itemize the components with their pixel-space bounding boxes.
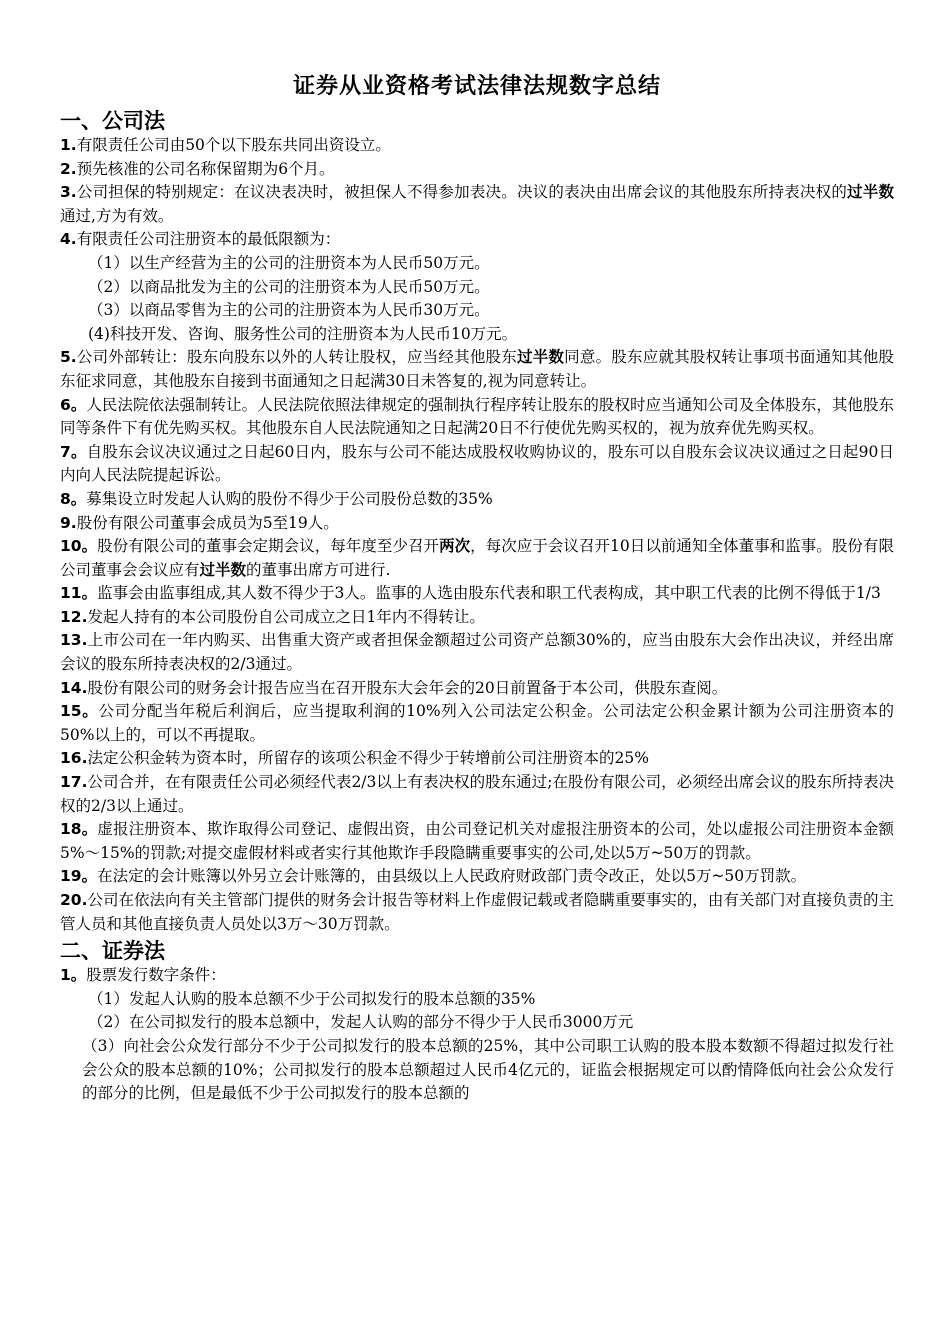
item-text: 在法定的会计账簿以外另立会计账簿的，由县级以上人民政府财政部门责令改正，处以5万~50万罚款。 — [97, 867, 807, 886]
item-number: 7。 — [60, 442, 87, 461]
sub-item-text: （1）发起人认购的股本总额不少于公司拟发行的股本总额的35% — [88, 989, 536, 1008]
item-number: 5. — [60, 348, 77, 367]
item-number: 17. — [60, 773, 88, 792]
item-text: 监事会由监事组成,其人数不得少于3人。监事的人选由股东代表和职工代表构成，其中职工代表的比例不得低于1/3 — [97, 584, 881, 603]
item-number: 1。 — [60, 966, 87, 985]
item-number: 6。 — [60, 395, 87, 414]
list-item — [60, 629, 894, 676]
item-number: 9. — [60, 513, 77, 532]
item-text: 的董事出席方可进行. — [246, 560, 391, 579]
item-number: 8。 — [60, 489, 87, 508]
sub-item-text: （2）以商品批发为主的公司的注册资本为人民币50万元。 — [88, 277, 490, 296]
list-item — [60, 512, 894, 536]
list-item — [60, 1035, 894, 1106]
item-text: 股份有限公司的财务会计报告应当在召开股东大会年会的20日前置备于本公司，供股东查阅。 — [87, 678, 728, 697]
list-item — [60, 889, 894, 936]
list-item — [60, 535, 894, 582]
item-number: 1. — [60, 136, 77, 154]
item-text: 法定公积金转为资本时，所留存的该项公积金不得少于转增前公司注册资本的25% — [87, 749, 649, 768]
emphasis-text: 两次 — [439, 537, 471, 556]
emphasis-text: 过半数 — [847, 183, 894, 202]
item-text: 公司担保的特别规定：在议决表决时，被担保人不得参加表决。决议的表决由出席会议的其他股东所持表决权的 — [76, 183, 848, 202]
item-text: 上市公司在一年内购买、出售重大资产或者担保金额超过公司资产总额30%的，应当由股东大会作出决议，并经出席会议的股东所持表决权的2/3通过。 — [60, 631, 894, 674]
sub-item-text: (4)科技开发、咨询、服务性公司的注册资本为人民币10万元。 — [88, 324, 518, 343]
item-text: 虚报注册资本、欺诈取得公司登记、虚假出资，由公司登记机关对虚报注册资本的公司，处以虚报公司注册资本金额5%～15%的罚款;对提交虚假材料或者实行其他欺诈手段隐瞒重要事实的公司,处以5万~50万的罚款。 — [60, 820, 894, 862]
list-item — [60, 158, 894, 182]
item-text: 股份有限公司的董事会定期会议，每年度至少召开 — [97, 537, 440, 556]
list-item — [60, 228, 894, 252]
sub-item-text: （3）以商品零售为主的公司的注册资本为人民币30万元。 — [88, 301, 490, 320]
list-item — [60, 700, 894, 747]
item-text: 公司分配当年税后利润后，应当提取利润的10%列入公司法定公积金。公司法定公积金累计额为公司注册资本的50%以上的，可以不再提取。 — [60, 702, 894, 744]
item-number: 4. — [60, 230, 77, 249]
list-item — [60, 181, 894, 228]
emphasis-text: 过半数 — [516, 348, 565, 367]
list-item — [60, 346, 894, 393]
document-title: 证券从业资格考试法律法规数字总结 — [292, 74, 661, 99]
item-number: 2. — [60, 159, 77, 178]
item-number: 19。 — [60, 867, 98, 886]
list-item — [60, 488, 894, 512]
list-item — [60, 1011, 894, 1035]
list-item — [60, 582, 894, 606]
emphasis-text: 过半数 — [199, 560, 247, 579]
list-item — [60, 747, 894, 771]
item-text: 通过,方为有效。 — [60, 206, 174, 225]
list-item — [60, 677, 894, 701]
item-number: 10。 — [60, 537, 98, 556]
sub-item-text: （3）向社会公众发行部分不少于公司拟发行的股本总额的25%，其中公司职工认购的股本股本数额不得超过拟发行社会公众的股本总额的10%；公司拟发行的股本总额超过人民币4亿元的，证监会根据规定可以酌情降低向社会公众发行的部分的比例，但是最低不少于公司拟发行的股本总额的 — [82, 1036, 894, 1103]
item-text: 有限责任公司注册资本的最低限额为： — [76, 230, 341, 249]
list-item — [60, 252, 894, 276]
section-securities-law — [60, 964, 894, 1106]
list-item — [60, 441, 894, 488]
list-item — [60, 964, 894, 988]
item-text: 股份有限公司董事会成员为5至19人。 — [76, 513, 339, 532]
item-text: 募集设立时发起人认购的股份不得少于公司股份总数的35% — [86, 489, 493, 508]
list-item — [60, 771, 894, 818]
list-item — [60, 988, 894, 1012]
item-text: 人民法院依法强制转让。人民法院依照法律规定的强制执行程序转让股东的股权时应当通知公司及全体股东，其他股东同等条件下有优先购买权。其他股东自人民法院通知之日起满20日不行使优先购买权的，视为放弃优先购买权。 — [60, 395, 894, 438]
list-item — [60, 134, 894, 158]
list-item — [60, 299, 894, 323]
item-text: ，每次应于会议召开10日以前通知全体董事和监事。股份有限公司董事会会议应有 — [60, 537, 894, 579]
item-number: 15。 — [60, 702, 99, 721]
list-item — [60, 606, 894, 630]
sub-item-text: （1）以生产经营为主的公司的注册资本为人民币50万元。 — [88, 253, 490, 272]
item-number: 16. — [60, 749, 88, 768]
item-text: 公司合并，在有限责任公司必须经代表2/3以上有表决权的股东通过;在股份有限公司，必须经出席会议的股东所持表决权的2/3以上通过。 — [60, 773, 894, 815]
list-item — [60, 818, 894, 865]
list-item — [60, 394, 894, 441]
list-item — [60, 323, 894, 347]
item-number: 13. — [60, 631, 88, 650]
item-text: 公司外部转让：股东向股东以外的人转让股权，应当经其他股东 — [76, 348, 517, 367]
item-text: 发起人持有的本公司股份自公司成立之日1年内不得转让。 — [87, 607, 485, 626]
item-text: 预先核准的公司名称保留期为6个月。 — [76, 159, 335, 178]
item-number: 18。 — [60, 820, 98, 839]
section-company-law — [60, 134, 894, 936]
item-number: 14. — [60, 678, 88, 697]
sub-item-text: （2）在公司拟发行的股本总额中，发起人认购的部分不得少于人民币3000万元 — [88, 1013, 634, 1032]
list-item — [60, 276, 894, 300]
section-heading-company-law: 一、公司法 — [60, 109, 165, 133]
item-number: 3. — [60, 183, 77, 202]
item-number: 12. — [60, 607, 88, 626]
item-text: 有限责任公司由50个以下股东共同出资设立。 — [76, 136, 391, 154]
section-heading-securities-law: 二、证券法 — [60, 939, 165, 964]
item-number: 20. — [60, 891, 88, 909]
item-text: 公司在依法向有关主管部门提供的财务会计报告等材料上作虚假记载或者隐瞒重要事实的，由有关部门对直接负责的主管人员和其他直接负责人员处以3万～30万罚款。 — [60, 891, 894, 933]
item-text: 同意。股东应就其股权转让事项书面通知其他股东征求同意，其他股东自接到书面通知之日起满30日未答复的,视为同意转让。 — [60, 348, 894, 390]
list-item — [60, 865, 894, 889]
item-number: 11。 — [60, 584, 98, 603]
item-text: 股票发行数字条件： — [86, 966, 226, 985]
item-text: 自股东会议决议通过之日起60日内，股东与公司不能达成股权收购协议的，股东可以自股东会议决议通过之日起90日内向人民法院提起诉讼。 — [60, 442, 894, 485]
